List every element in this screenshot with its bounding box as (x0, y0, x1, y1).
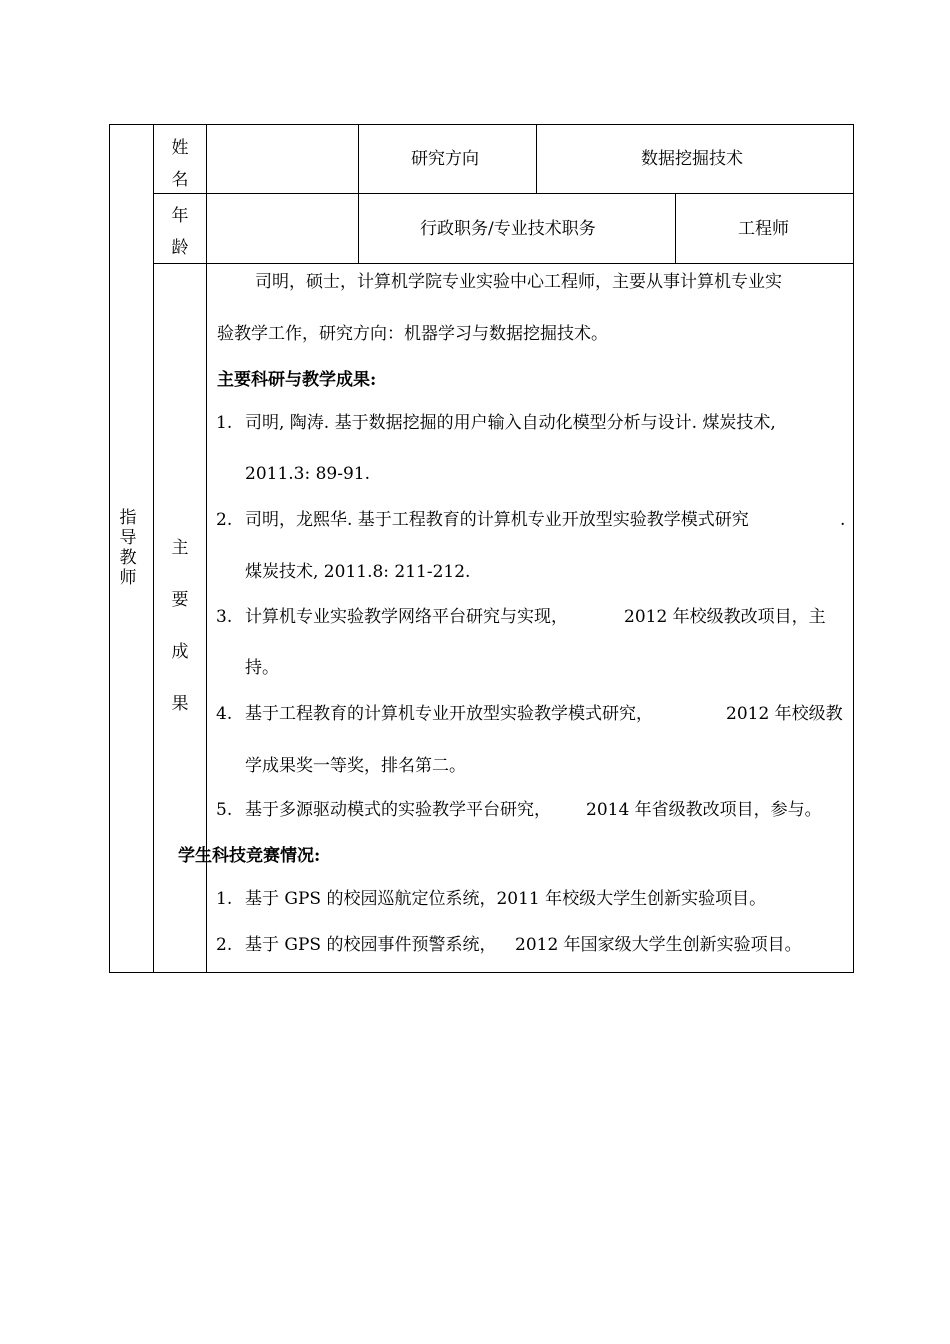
item-5-line-1: 基于多源驱动模式的实验教学平台研究， (245, 800, 551, 820)
table-col-divider-5 (675, 193, 676, 264)
student-heading: 学生科技竞赛情况: (178, 846, 321, 866)
item-1-line-1: 司明, 陶涛. 基于数据挖掘的用户输入自动化模型分析与设计. 煤炭技术, (245, 413, 776, 433)
research-heading: 主要科研与教学成果: (217, 370, 377, 390)
item-2-line-1-tail: . (840, 510, 846, 530)
table-right-border (853, 124, 854, 973)
student-item-2-number: 2. (216, 935, 233, 955)
item-2-line-1: 司明，龙熙华. 基于工程教育的计算机专业开放型实验教学模式研究 (245, 510, 749, 530)
table-col-divider-3 (358, 124, 359, 264)
intro-line-2: 验教学工作，研究方向：机器学习与数据挖掘技术。 (217, 324, 608, 344)
table-col-divider-4 (536, 124, 537, 194)
item-3-line-2: 持。 (245, 658, 279, 678)
item-4-line-2: 学成果奖一等奖，排名第二。 (245, 756, 466, 776)
item-3-line-1: 计算机专业实验教学网络平台研究与实现， (245, 607, 568, 627)
main-achievements-label: 主要成果 (171, 538, 189, 714)
item-5-number: 5. (216, 800, 233, 820)
item-3-number: 3. (216, 607, 233, 627)
student-item-2-tail: 2012 年国家级大学生创新实验项目。 (515, 935, 802, 955)
item-3-line-1-tail: 2012 年校级教改项目，主 (624, 607, 826, 627)
table-top-border (109, 124, 854, 125)
item-5-line-1-tail: 2014 年省级教改项目，参与。 (586, 800, 822, 820)
student-item-1-text: 基于 GPS 的校园巡航定位系统，2011 年校级大学生创新实验项目。 (245, 889, 767, 909)
job-title-value: 工程师 (738, 219, 789, 239)
student-item-1-number: 1. (216, 889, 233, 909)
age-label: 年龄 (171, 206, 189, 258)
name-label: 姓名 (171, 138, 189, 190)
table-col-divider-1 (153, 124, 154, 973)
item-2-line-2: 煤炭技术, 2011.8: 211-212. (245, 562, 471, 582)
item-4-line-1: 基于工程教育的计算机专业开放型实验教学模式研究， (245, 704, 653, 724)
student-item-2-text: 基于 GPS 的校园事件预警系统， (245, 935, 497, 955)
item-4-number: 4. (216, 704, 233, 724)
table-left-border (109, 124, 110, 973)
research-direction-value: 数据挖掘技术 (641, 149, 743, 169)
job-title-label: 行政职务/专业技术职务 (420, 219, 596, 239)
intro-line-1: 司明，硕士，计算机学院专业实验中心工程师，主要从事计算机专业实 (255, 272, 782, 292)
table-bottom-border (109, 972, 854, 973)
item-1-line-2: 2011.3: 89-91. (245, 464, 371, 484)
item-4-line-1-tail: 2012 年校级教 (726, 704, 843, 724)
table-row-divider-2 (153, 263, 854, 264)
row-header-advisor: 指导教师 (119, 508, 137, 588)
table-row-divider-1 (153, 193, 854, 194)
research-direction-label: 研究方向 (411, 149, 479, 169)
item-1-number: 1. (216, 413, 233, 433)
item-2-number: 2. (216, 510, 233, 530)
